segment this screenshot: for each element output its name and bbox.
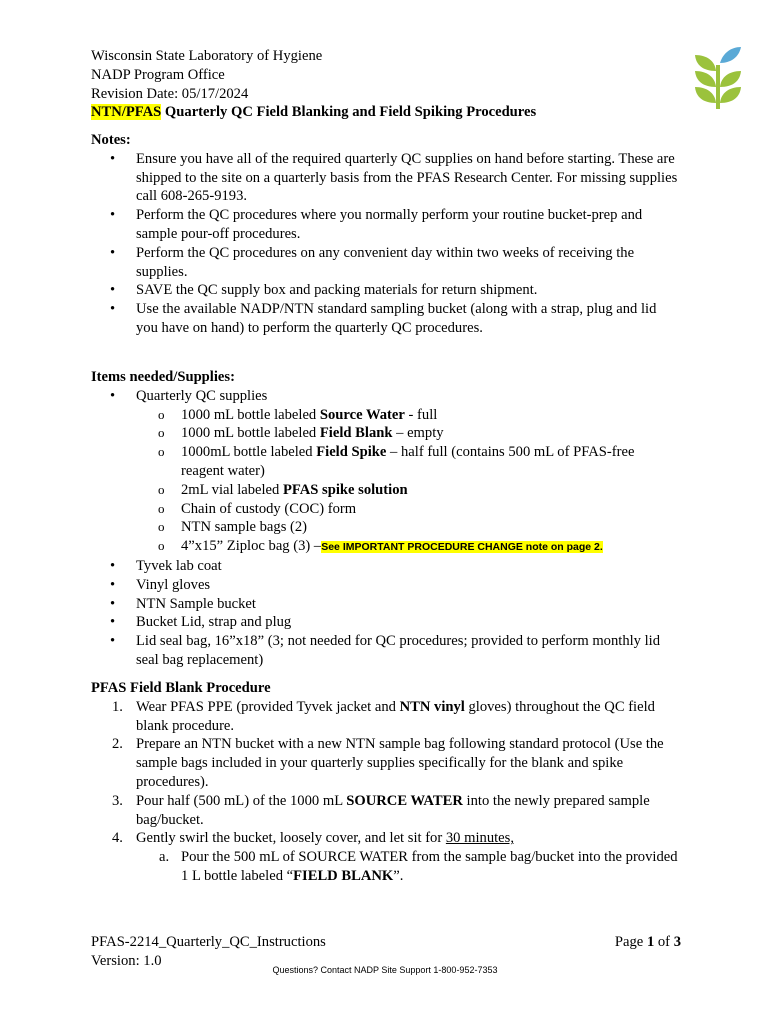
- list-item: [112, 698, 681, 736]
- list-item: [159, 848, 681, 886]
- step-text: Wear PFAS PPE (provided Tyvek jacket and: [136, 698, 400, 715]
- list-item: • Vinyl gloves: [136, 576, 681, 595]
- step-bold: NTN vinyl: [399, 698, 465, 715]
- item-bold: Source Water: [319, 406, 405, 423]
- page-label: Page: [614, 934, 647, 950]
- step-bold: FIELD BLANK: [293, 867, 394, 884]
- step-underline: 30 minutes,: [445, 830, 514, 847]
- step-text: into the newly prepared sample bag/bucket.: [136, 792, 650, 828]
- item-bold: Field Blank: [319, 425, 393, 442]
- qc-supplies-label: Quarterly QC supplies: [136, 387, 268, 404]
- list-item: • Perform the QC procedures on any convenient day within two weeks of receiving the supplies.: [136, 244, 681, 282]
- document-header: [91, 47, 691, 122]
- item-text: – half full (contains 500 mL of PFAS-free reagent water): [181, 444, 635, 479]
- step-number: 1.: [112, 698, 123, 715]
- procedure-substeps: [136, 848, 681, 886]
- step-text: Pour the 500 mL of SOURCE WATER from the sample bag/bucket into the provided 1 L bottle labeled “: [181, 849, 678, 884]
- step-text: Pour half (500 mL) of the 1000 mL: [136, 792, 347, 809]
- footer-doc-name: PFAS-2214_Quarterly_QC_Instructions: [91, 934, 326, 950]
- field-blank-procedure-section: [91, 679, 681, 886]
- step-number: 3.: [112, 792, 123, 809]
- qc-supplies-sublist: [136, 406, 681, 557]
- list-item: • Lid seal bag, 16”x18” (3; not needed for QC procedures; provided to perform monthly lid seal bag replacement): [136, 632, 681, 670]
- list-item: [181, 537, 681, 557]
- page-total: 3: [673, 934, 681, 950]
- notes-section: [91, 131, 681, 338]
- supplies-heading: Items needed/Supplies:: [91, 369, 235, 385]
- list-item: o NTN sample bags (2): [181, 518, 681, 537]
- item-text: 1000 mL bottle labeled: [181, 425, 320, 442]
- step-text: gloves) throughout the QC field blank procedure.: [136, 698, 655, 734]
- procedure-steps: [91, 698, 681, 886]
- list-item: [112, 735, 681, 791]
- list-item: [181, 443, 681, 481]
- page-number: [615, 933, 681, 952]
- step-text: Gently swirl the bucket, loosely cover, and let sit for: [136, 830, 446, 847]
- list-item: • SAVE the QC supply box and packing materials for return shipment.: [136, 281, 681, 300]
- step-number: 4.: [112, 830, 123, 847]
- list-item: • Perform the QC procedures where you normally perform your routine bucket-prep and sample pour-off procedures.: [136, 206, 681, 244]
- item-text: 2mL vial labeled: [181, 481, 283, 498]
- item-text: 1000 mL bottle labeled: [181, 406, 320, 423]
- step-text: Prepare an NTN bucket with a new NTN sample bag following standard protocol (Use the sample bags included in your quarterly supplies specifically for the blank and spike procedures).: [136, 736, 664, 790]
- org-name: Wisconsin State Laboratory of Hygiene: [91, 48, 323, 64]
- item-text: – empty: [392, 425, 444, 442]
- substep-letter: a.: [159, 849, 170, 866]
- list-item: [112, 792, 681, 830]
- notes-heading: Notes:: [91, 132, 131, 148]
- page-current: 1: [646, 934, 655, 950]
- list-item: • Bucket Lid, strap and plug: [136, 613, 681, 632]
- footer-contact: Questions? Contact NADP Site Support 1-800-952-7353: [272, 965, 498, 975]
- list-item: [136, 387, 681, 557]
- footer-version: Version: 1.0: [91, 952, 162, 969]
- title-highlight: NTN/PFAS: [91, 104, 162, 121]
- step-bold: SOURCE WATER: [346, 792, 463, 809]
- list-item: • NTN Sample bucket: [136, 595, 681, 614]
- revision-date: Revision Date: 05/17/2024: [91, 85, 249, 102]
- list-item: [181, 481, 681, 500]
- leaf-logo-icon: [693, 45, 743, 109]
- step-number: 2.: [112, 736, 123, 753]
- list-item: • Ensure you have all of the required quarterly QC supplies on hand before starting. These are shipped to the site on a quarterly basis from the PFAS Research Center. For missing supplies call 608-265-9193.: [136, 150, 681, 206]
- office-name: NADP Program Office: [91, 66, 225, 83]
- supplies-section: [91, 368, 681, 670]
- supplies-list: [91, 387, 681, 670]
- item-bold: Field Spike: [316, 444, 387, 461]
- list-item: [181, 406, 681, 425]
- item-text: 1000mL bottle labeled: [181, 444, 317, 461]
- list-item: [181, 424, 681, 443]
- step-text: ”.: [393, 867, 404, 884]
- notes-list: [91, 150, 681, 338]
- list-item: • Tyvek lab coat: [136, 557, 681, 576]
- list-item: [112, 829, 681, 885]
- title-rest: Quarterly QC Field Blanking and Field Spiking Procedures: [161, 104, 537, 121]
- list-item: • Use the available NADP/NTN standard sampling bucket (along with a strap, plug and lid you have on hand) to perform the quarterly QC procedures.: [136, 300, 681, 338]
- list-item: o Chain of custody (COC) form: [181, 500, 681, 519]
- item-bold: PFAS spike solution: [283, 481, 408, 498]
- procedure-heading: PFAS Field Blank Procedure: [91, 680, 271, 696]
- document-title: [91, 103, 691, 122]
- procedure-change-note: See IMPORTANT PROCEDURE CHANGE note on page 2.: [321, 541, 603, 554]
- item-text: - full: [404, 406, 438, 423]
- page-of: of: [654, 934, 674, 950]
- item-text: 4”x15” Ziploc bag (3) –: [181, 538, 322, 555]
